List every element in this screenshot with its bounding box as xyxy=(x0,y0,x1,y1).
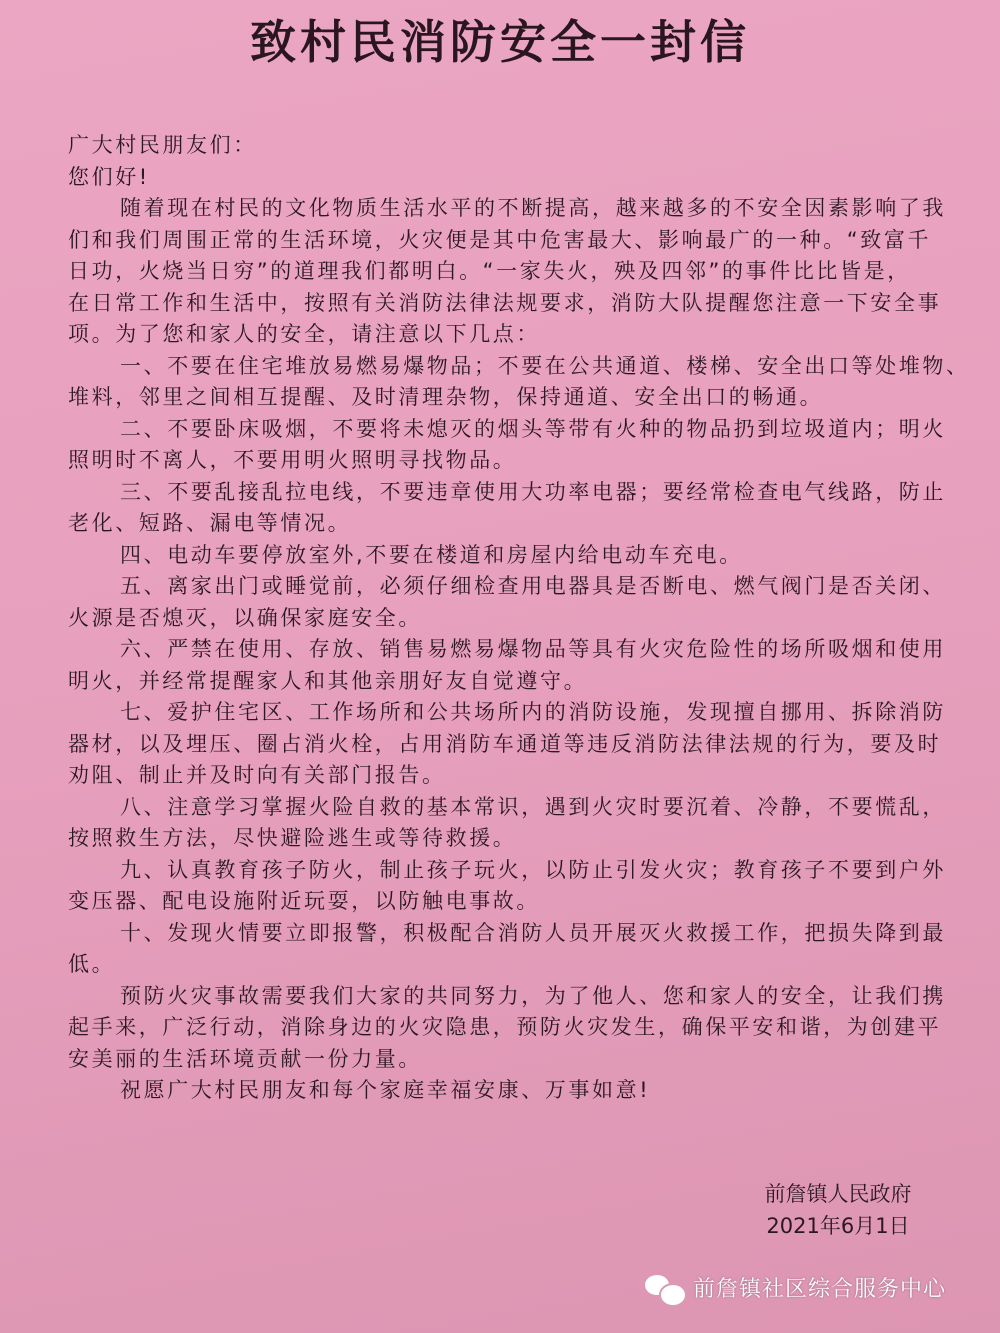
text-line: 明火，并经常提醒家人和其他亲朋好友自觉遵守。 xyxy=(68,668,588,693)
text-line: 预防火灾事故需要我们大家的共同努力，为了他人、您和家人的安全，让我们携 xyxy=(120,983,946,1008)
text-line: 祝愿广大村民朋友和每个家庭幸福安康、万事如意! xyxy=(120,1078,651,1102)
paragraph xyxy=(68,634,958,697)
paragraph xyxy=(68,981,958,1076)
text-line: 您们好! xyxy=(68,164,150,189)
text-line: 低。 xyxy=(68,952,116,976)
wechat-watermark xyxy=(645,1272,946,1303)
paragraph xyxy=(68,571,958,634)
paragraph xyxy=(68,414,958,477)
text-line: 六、严禁在使用、存放、销售易燃易爆物品等具有火灾危险性的场所吸烟和使用 xyxy=(120,637,946,661)
text-line: 广大村民朋友们： xyxy=(68,133,257,157)
text-line: 二、不要卧床吸烟，不要将未熄灭的烟头等带有火种的物品扔到垃圾道内；明火 xyxy=(120,416,946,441)
paragraph xyxy=(68,855,958,918)
paragraph xyxy=(68,477,958,540)
text-line: 火源是否熄灭，以确保家庭安全。 xyxy=(68,605,422,630)
text-line: 堆料，邻里之间相互提醒、及时清理杂物，保持通道、安全出口的畅通。 xyxy=(68,385,824,409)
text-line: 日功，火烧当日穷”的道理我们都明白。“一家失火，殃及四邻”的事件比比皆是， xyxy=(68,259,911,283)
paragraph xyxy=(68,130,958,162)
text-line: 按照救生方法，尽快避险逃生或等待救援。 xyxy=(68,826,517,850)
text-line: 安美丽的生活环境贡献一份力量。 xyxy=(68,1046,422,1071)
text-line: 八、注意学习掌握火险自救的基本常识，遇到火灾时要沉着、冷静，不要慌乱， xyxy=(120,794,946,819)
paragraph xyxy=(68,540,958,572)
wechat-account-name: 前詹镇社区综合服务中心 xyxy=(693,1277,947,1302)
text-line: 劝阻、制止并及时向有关部门报告。 xyxy=(68,763,446,787)
text-line: 七、爱护住宅区、工作场所和公共场所内的消防设施，发现擅自挪用、拆除消防 xyxy=(120,700,946,724)
text-line: 一、不要在住宅堆放易燃易爆物品；不要在公共通道、楼梯、安全出口等处堆物、 xyxy=(120,353,970,378)
text-line: 起手来，广泛行动，消除身边的火灾隐患，预防火灾发生，确保平安和谐，为创建平 xyxy=(68,1015,942,1039)
wechat-icon xyxy=(645,1273,685,1303)
paragraph xyxy=(68,351,970,414)
paragraph xyxy=(68,697,958,792)
paragraph xyxy=(68,918,958,981)
text-line: 老化、短路、漏电等情况。 xyxy=(68,511,352,535)
letter-body xyxy=(68,130,970,1107)
signature-date: 2021年6月1日 xyxy=(766,1214,910,1238)
text-line: 五、离家出门或睡觉前，必须仔细检查用电器具是否断电、燃气阀门是否关闭、 xyxy=(120,574,946,598)
text-line: 项。为了您和家人的安全，请注意以下几点： xyxy=(68,322,540,346)
paragraph xyxy=(68,1075,958,1107)
text-line: 变压器、配电设施附近玩耍，以防触电事故。 xyxy=(68,889,540,913)
text-line: 照明时不离人，不要用明火照明寻找物品。 xyxy=(68,448,517,472)
paragraph xyxy=(68,792,958,855)
text-line: 随着现在村民的文化物质生活水平的不断提高，越来越多的不安全因素影响了我 xyxy=(120,196,946,220)
text-line: 三、不要乱接乱拉电线，不要违章使用大功率电器；要经常检查电气线路，防止 xyxy=(120,479,946,504)
text-line: 们和我们周围正常的生活环境，火灾便是其中危害最大、影响最广的一种。“致富千 xyxy=(68,227,932,252)
text-line: 在日常工作和生活中，按照有关消防法律法规要求，消防大队提醒您注意一下安全事 xyxy=(68,290,942,315)
text-line: 器材，以及埋压、圈占消火栓，占用消防车通道等违反消防法律法规的行为，要及时 xyxy=(68,731,942,756)
letter-title: 致村民消防安全一封信 xyxy=(250,15,750,69)
signature-org: 前詹镇人民政府 xyxy=(764,1182,912,1206)
paragraph xyxy=(68,193,958,351)
paragraph xyxy=(68,162,958,194)
text-line: 九、认真教育孩子防火，制止孩子玩火，以防止引发火灾；教育孩子不要到户外 xyxy=(120,857,946,882)
text-line: 四、电动车要停放室外,不要在楼道和房屋内给电动车充电。 xyxy=(120,542,743,567)
text-line: 十、发现火情要立即报警，积极配合消防人员开展灭火救援工作，把损失降到最 xyxy=(120,920,946,945)
